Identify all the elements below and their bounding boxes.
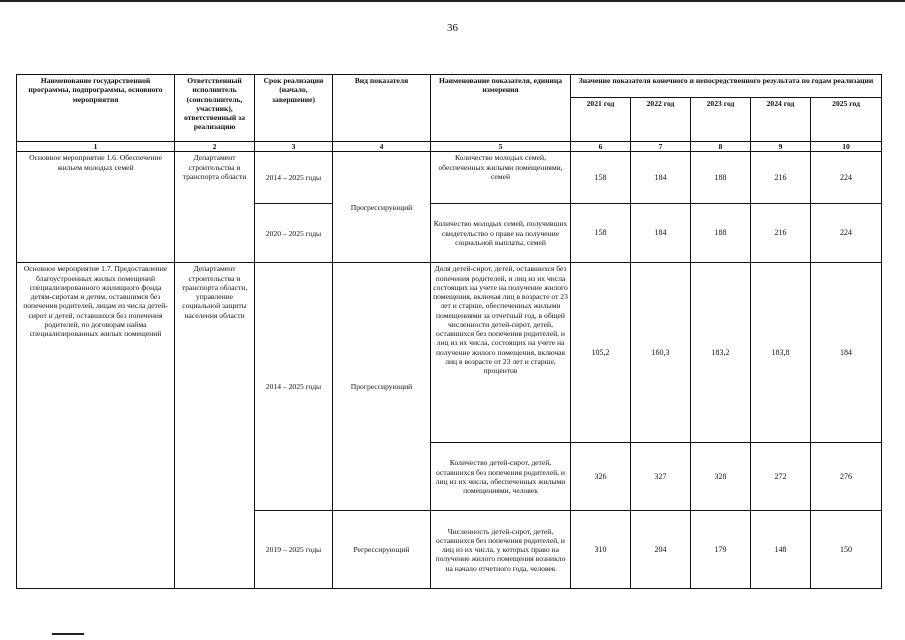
- header-indicator-name: Наименование показателя, единица измерения: [431, 75, 571, 142]
- column-number: 4: [333, 142, 431, 152]
- column-number: 10: [811, 142, 882, 152]
- header-year: 2022 год: [631, 98, 691, 142]
- indicator-cell: Количество детей-сирот, детей, оставшихся без попечения родителей, и лиц из их числа, обеспеченных жилыми помещениями, человек: [431, 443, 571, 511]
- value-cell: 188: [691, 152, 751, 204]
- value-cell: 327: [631, 443, 691, 511]
- value-cell: 158: [571, 204, 631, 263]
- value-cell: 184: [631, 204, 691, 263]
- responsible-cell: Департамент строительства и транспорта области, управление социальной защиты населения области: [175, 263, 255, 589]
- header-year: 2025 год: [811, 98, 882, 142]
- value-cell: 326: [571, 443, 631, 511]
- value-cell: 150: [811, 511, 882, 589]
- page-number: 36: [447, 22, 458, 34]
- value-cell: 184: [631, 152, 691, 204]
- term-cell: 2014 – 2025 годы: [255, 263, 333, 511]
- table-row: [17, 152, 882, 204]
- indicator-cell: Численность детей-сирот, детей, оставшихся без попечения родителей, и лиц из их числа, у которых право на получение жилого помещения возникло на начало отчетного года, человек: [431, 511, 571, 589]
- column-number: 5: [431, 142, 571, 152]
- header-responsible: Ответственный исполнитель (соисполнитель, участник), ответственный за реализацию: [175, 75, 255, 142]
- indicator-cell: Количество молодых семей, обеспеченных жилыми помещениями, семей: [431, 152, 571, 204]
- column-number: 8: [691, 142, 751, 152]
- value-cell: 148: [751, 511, 811, 589]
- term-cell: 2020 – 2025 годы: [255, 204, 333, 263]
- indicator-type-cell: Прогрессирующий: [333, 152, 431, 263]
- program-cell: Основное мероприятие 1.6. Обеспечение жильем молодых семей: [17, 152, 175, 263]
- value-cell: 188: [691, 204, 751, 263]
- column-number: 1: [17, 142, 175, 152]
- top-rule: [0, 0, 905, 2]
- value-cell: 204: [631, 511, 691, 589]
- value-cell: 224: [811, 152, 882, 204]
- responsible-cell: Департамент строительства и транспорта области: [175, 152, 255, 263]
- header-year: 2024 год: [751, 98, 811, 142]
- column-number: 2: [175, 142, 255, 152]
- value-cell: 183,2: [691, 263, 751, 443]
- column-numbers-row: [17, 142, 882, 152]
- term-cell: 2014 – 2025 годы: [255, 152, 333, 204]
- header-indicator-type: Вид показателя: [333, 75, 431, 142]
- indicator-type-cell: Прогрессирующий: [333, 263, 431, 511]
- header-year: 2021 год: [571, 98, 631, 142]
- header-program: Наименование государственной программы, подпрограммы, основного мероприятия: [17, 75, 175, 142]
- value-cell: 276: [811, 443, 882, 511]
- column-number: 7: [631, 142, 691, 152]
- value-cell: 224: [811, 204, 882, 263]
- header-value-group: Значение показателя конечного и непосредственного результата по годам реализации: [571, 75, 882, 98]
- column-number: 6: [571, 142, 631, 152]
- term-cell: 2019 – 2025 годы: [255, 511, 333, 589]
- header-year: 2023 год: [691, 98, 751, 142]
- value-cell: 179: [691, 511, 751, 589]
- value-cell: 216: [751, 152, 811, 204]
- table-row: [17, 263, 882, 443]
- value-cell: 158: [571, 152, 631, 204]
- column-number: 3: [255, 142, 333, 152]
- value-cell: 183,8: [751, 263, 811, 443]
- bottom-mark: [52, 633, 84, 635]
- value-cell: 216: [751, 204, 811, 263]
- value-cell: 184: [811, 263, 882, 443]
- value-cell: 272: [751, 443, 811, 511]
- header-term: Срок реализации (начало, завершение): [255, 75, 333, 142]
- value-cell: 160,3: [631, 263, 691, 443]
- indicator-cell: Доля детей-сирот, детей, оставшихся без попечения родителей, и лиц из их числа состоящих на учете на получение жилого помещения, включая лиц в возрасте от 23 лет и старше, обеспеченных жилыми помещениями за отчетный год, в общей численности детей-сирот, детей, оставшихся без попечения родителей, и лиц из их числа, состоящих на учете на получение жилого помещения, включая лиц в возрасте от 23 лет и старше, процентов: [431, 263, 571, 443]
- value-cell: 328: [691, 443, 751, 511]
- column-number: 9: [751, 142, 811, 152]
- value-cell: 105,2: [571, 263, 631, 443]
- header-row-1: [17, 75, 882, 98]
- program-cell: Основное мероприятие 1.7. Предоставление благоустроенных жилых помещений специализированного жилищного фонда детям-сиротам и детям, оставшимся без попечения родителей, лицам из числа детей-сирот и детей, оставшихся без попечения родителей, по договорам найма специализированных жилых помещений: [17, 263, 175, 589]
- value-cell: 310: [571, 511, 631, 589]
- indicator-cell: Количество молодых семей, получивших свидетельство о праве на получение социальной выплаты, семей: [431, 204, 571, 263]
- indicators-table: [16, 74, 882, 589]
- indicator-type-cell: Регрессирующий: [333, 511, 431, 589]
